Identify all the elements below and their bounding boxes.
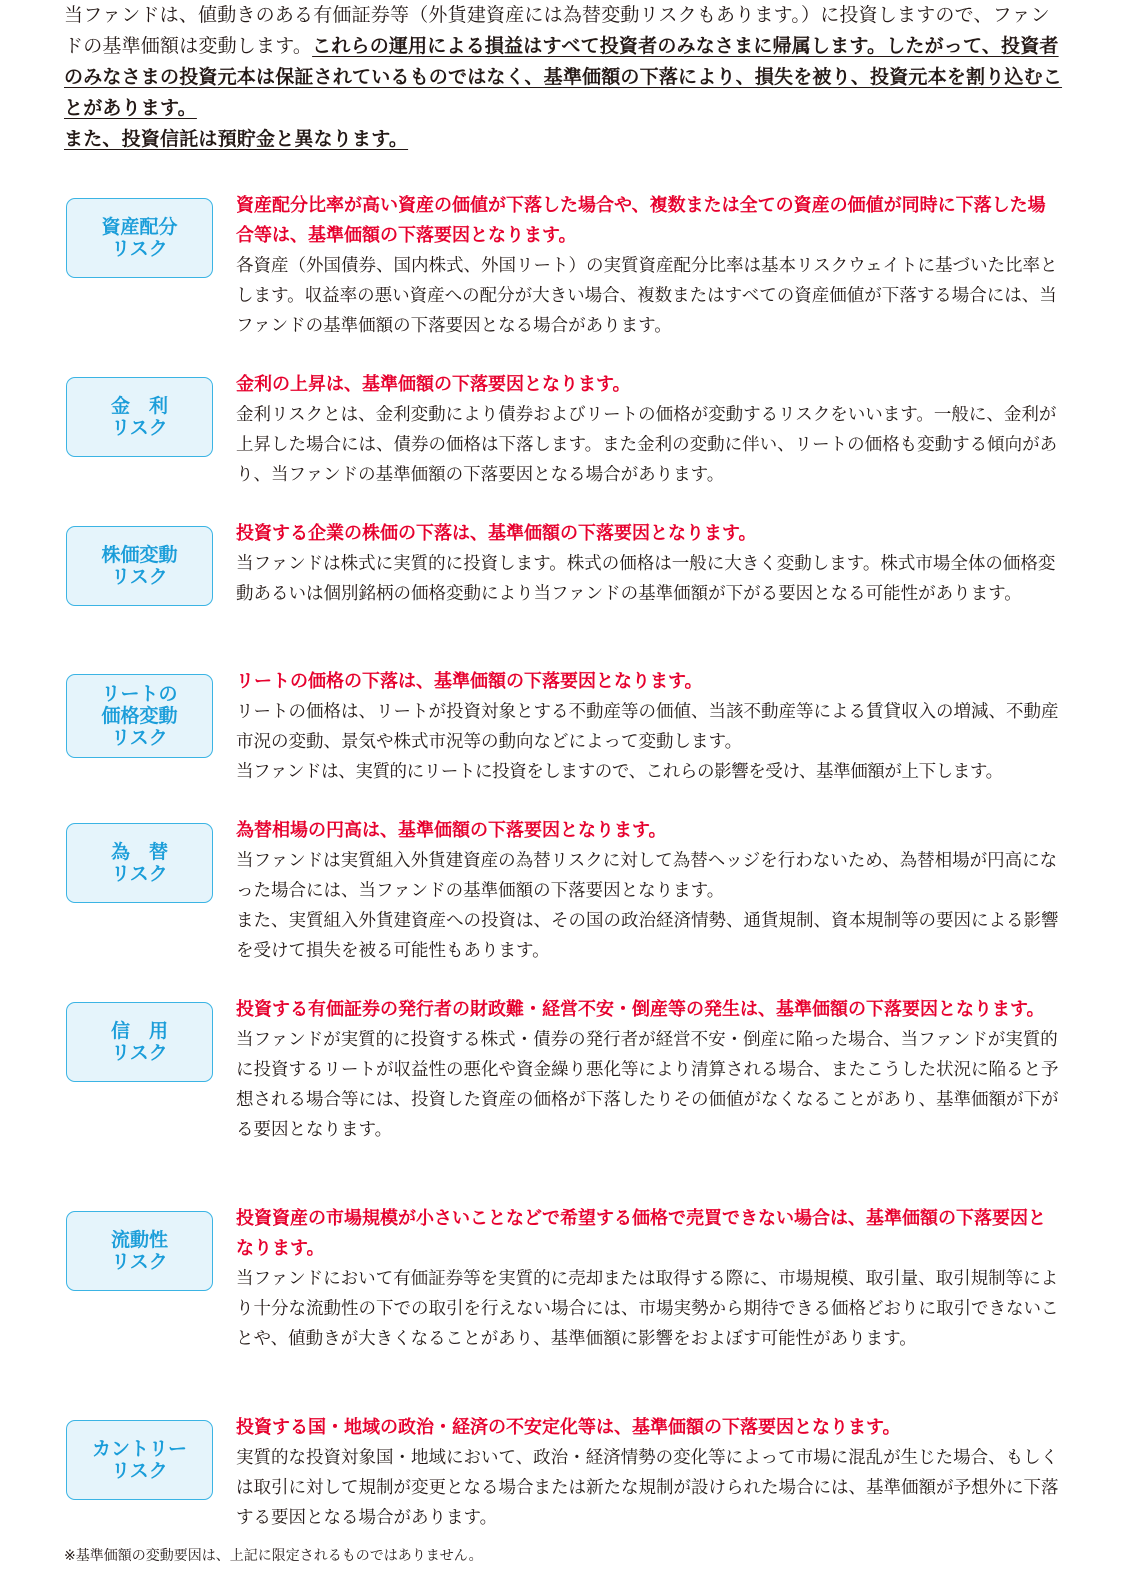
intro-deposit-note: また、投資信託は預貯金と異なります。 [64,128,409,150]
risk-badge [66,1002,213,1082]
risk-description [236,1413,1061,1533]
badge-line: リスク [111,1042,168,1064]
badge-line: リスク [111,727,168,749]
badge-line: 信 用 [110,1020,168,1042]
badge-line: リスク [111,863,168,885]
badge-line: 株価変動 [101,544,178,566]
risk-headline: 為替相場の円高は、基準価額の下落要因となります。 [236,820,667,841]
intro-text: 当ファンドは、値動きのある有価証券等（外貨建資産には為替変動リスクもあります。）に投資しますので、ファンドの基準価額は変動します。 [64,4,1050,57]
badge-line: リスク [111,417,168,439]
risk-body: 当ファンドは株式に実質的に投資します。株式の価格は一般に大きく変動します。株式市場全体の価格変動あるいは個別銘柄の価格変動により当ファンドの基準価額が下がる要因となる可能性があります。 [236,554,1056,604]
risk-badge [66,674,213,758]
badge-line: リスク [111,566,168,588]
risk-description [236,519,1061,609]
risk-description [236,1204,1061,1354]
badge-line: リスク [111,1460,168,1482]
risk-body: 金利リスクとは、金利変動により債券およびリートの価格が変動するリスクをいいます。一般に、金利が上昇した場合には、債券の価格は下落します。また金利の変動に伴い、リートの価格も変動する傾向があり、当ファンドの基準価額の下落要因となる場合があります。 [236,405,1058,485]
badge-line: 価格変動 [101,705,178,727]
risk-headline: 投資する企業の株価の下落は、基準価額の下落要因となります。 [236,523,757,544]
badge-line: 資産配分 [101,216,178,238]
risk-badge [66,377,213,457]
risk-body: 当ファンドにおいて有価証券等を実質的に売却または取得する際に、市場規模、取引量、取引規制等により十分な流動性の下での取引を行えない場合には、市場実勢から期待できる価格どおりに取引できないことや、値動きが大きくなることがあり、基準価額に影響をおよぼす可能性があります。 [236,1269,1059,1349]
risk-badge [66,1211,213,1291]
risk-body: 実質的な投資対象国・地域において、政治・経済情勢の変化等によって市場に混乱が生じた場合、もしくは取引に対して規制が変更となる場合または新たな規制が設けられた場合には、基準価額が予想外に下落する要因となる場合があります。 [236,1448,1059,1528]
risk-body: 当ファンドは、実質的にリートに投資をしますので、これらの影響を受け、基準価額が上下します。 [236,762,1003,782]
risk-headline: 投資資産の市場規模が小さいことなどで希望する価格で売買できない場合は、基準価額の下落要因となります。 [236,1208,1046,1259]
risk-description [236,667,1061,787]
risk-headline: 投資する有価証券の発行者の財政難・経営不安・倒産等の発生は、基準価額の下落要因となります。 [236,999,1045,1020]
badge-line: 為 替 [110,841,168,863]
risk-badge [66,526,213,606]
badge-line: カントリー [91,1438,187,1460]
risk-badge [66,198,213,278]
risk-headline: 投資する国・地域の政治・経済の不安定化等は、基準価額の下落要因となります。 [236,1417,901,1438]
badge-line: リートの [101,683,178,705]
risk-body: リートの価格は、リートが投資対象とする不動産等の価値、当該不動産等による賃貸収入の増減、不動産市況の変動、景気や株式市況等の動向などによって変動します。 [236,702,1059,752]
intro-paragraph [64,0,1064,155]
risk-badge [66,1420,213,1500]
intro-emphasis: これらの運用による損益はすべて投資者のみなさまに帰属します。したがって、投資者のみなさまの投資元本は保証されているものではなく、基準価額の下落により、損失を被り、投資元本を割り込むことがあります。 [64,35,1063,119]
risk-headline: 資産配分比率が高い資産の価値が下落した場合や、複数または全ての資産の価値が同時に下落した場合等は、基準価額の下落要因となります。 [236,195,1046,246]
badge-line: 金 利 [110,395,168,417]
risk-headline: リートの価格の下落は、基準価額の下落要因となります。 [236,671,703,692]
risk-description [236,370,1061,490]
risk-headline: 金利の上昇は、基準価額の下落要因となります。 [236,374,631,395]
risk-body: 当ファンドが実質的に投資する株式・債券の発行者が経営不安・倒産に陥った場合、当ファンドが実質的に投資するリートが収益性の悪化や資金繰り悪化等により清算される場合、またこうした状況に陥ると予想される場合等には、投資した資産の価格が下落したりその価値がなくなることがあり、基準価額が下がる要因となります。 [236,1030,1059,1140]
risk-body: 各資産（外国債券、国内株式、外国リート）の実質資産配分比率は基本リスクウェイトに基づいた比率とします。収益率の悪い資産への配分が大きい場合、複数またはすべての資産価値が下落する場合には、当ファンドの基準価額の下落要因となる場合があります。 [236,256,1058,336]
risk-body: また、実質組入外貨建資産への投資は、その国の政治経済情勢、通貨規制、資本規制等の要因による影響を受けて損失を被る可能性もあります。 [236,911,1059,961]
risk-description [236,191,1061,341]
badge-line: 流動性 [110,1229,168,1251]
risk-badge [66,823,213,903]
badge-line: リスク [111,1251,168,1273]
footnote: ※基準価額の変動要因は、上記に限定されるものではありません。 [64,1548,483,1564]
risk-description [236,816,1061,966]
badge-line: リスク [111,238,168,260]
risk-description [236,995,1061,1145]
risk-body: 当ファンドは実質組入外貨建資産の為替リスクに対して為替ヘッジを行わないため、為替相場が円高になった場合には、当ファンドの基準価額の下落要因となります。 [236,851,1058,901]
